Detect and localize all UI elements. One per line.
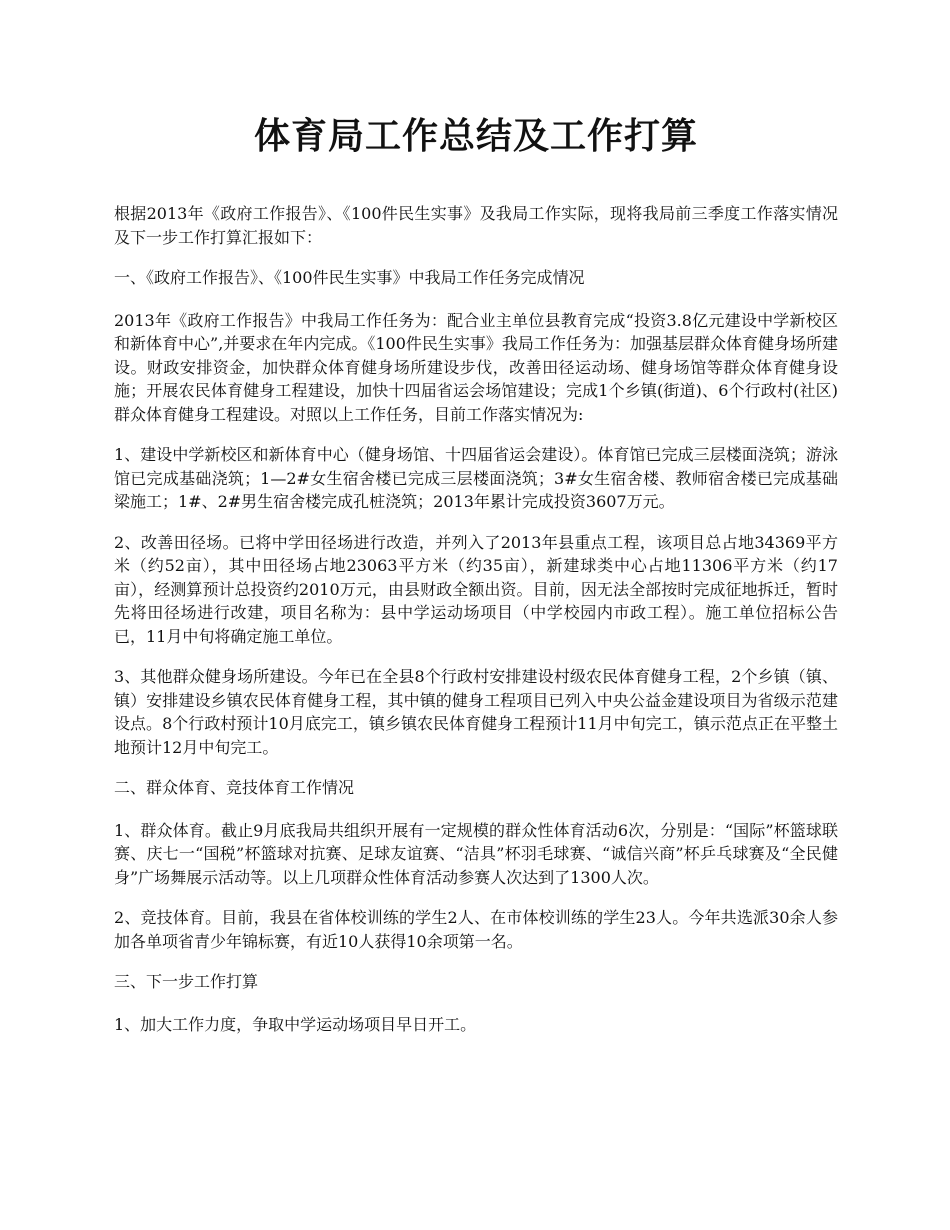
- intro-paragraph: 根据2013年《政府工作报告》、《100件民生实事》及我局工作实际，现将我局前三季度工作落实情况及下一步工作打算汇报如下：: [114, 204, 838, 247]
- section-1-item-1: 1、建设中学新校区和新体育中心（健身场馆、十四届省运会建设）。体育馆已完成三层楼面浇筑；游泳馆已完成基础浇筑；1—2#女生宿舍楼已完成三层楼面浇筑；3#女生宿舍楼、教师宿舍楼已完成基础梁施工；1#、2#男生宿舍楼完成孔桩浇筑；2013年累计完成投资3607万元。: [114, 445, 838, 511]
- section-2-item-2: 2、竞技体育。目前，我县在省体校训练的学生2人、在市体校训练的学生23人。今年共选派30余人参加各单项省青少年锦标赛，有近10人获得10余项第一名。: [114, 908, 838, 951]
- section-3-item-1: 1、加大工作力度，争取中学运动场项目早日开工。: [114, 1014, 477, 1034]
- section-1-item-3: 3、其他群众健身场所建设。今年已在全县8个行政村安排建设村级农民体育健身工程，2个乡镇（镇、镇）安排建设乡镇农民体育健身工程，其中镇的健身工程项目已列入中央公益金建设项目为省级示范建设点。8个行政村预计10月底完工，镇乡镇农民体育健身工程预计11月中旬完工，镇示范点正在平整土地预计12月中旬完工。: [114, 667, 838, 757]
- section-2-heading: 二、群众体育、竞技体育工作情况: [114, 778, 355, 797]
- section-2-item-1: 1、群众体育。截止9月底我局共组织开展有一定规模的群众性体育活动6次，分别是：“国际”杯篮球联赛、庆七一“国税”杯篮球对抗赛、足球友谊赛、“洁具”杯羽毛球赛、“诚信兴商”杯乒乓球赛及“全民健身”广场舞展示活动等。以上几项群众性体育活动参赛人次达到了1300人次。: [114, 820, 838, 887]
- section-1-item-2: 2、改善田径场。已将中学田径场进行改造，并列入了2013年县重点工程，该项目总占地34369平方米（约52亩），其中田径场占地23063平方米（约35亩），新建球类中心占地11306平方米（约17亩），经测算预计总投资约2010万元，由县财政全额出资。目前，因无法全部按时完成征地拆迁，暂时先将田径场进行改建，项目名称为：县中学运动场项目（中学校园内市政工程）。施工单位招标公告已，11月中旬将确定施工单位。: [114, 532, 838, 646]
- section-1-paragraph: 2013年《政府工作报告》中我局工作任务为：配合业主单位县教育完成“投资3.8亿元建设中学新校区和新体育中心”,并要求在年内完成。《100件民生实事》我局工作任务为：加强基层群众体育健身场所建设。财政安排资金，加快群众体育健身场所建设步伐，改善田径运动场、健身场馆等群众体育健身设施；开展农民体育健身工程建设，加快十四届省运会场馆建设；完成1个乡镇(街道)、6个行政村(社区)群众体育健身工程建设。对照以上工作任务，目前工作落实情况为:: [114, 310, 838, 424]
- section-3-heading: 三、下一步工作打算: [114, 972, 259, 991]
- section-1-heading: 一、《政府工作报告》、《100件民生实事》中我局工作任务完成情况: [114, 268, 585, 287]
- document-title: 体育局工作总结及工作打算: [253, 115, 698, 157]
